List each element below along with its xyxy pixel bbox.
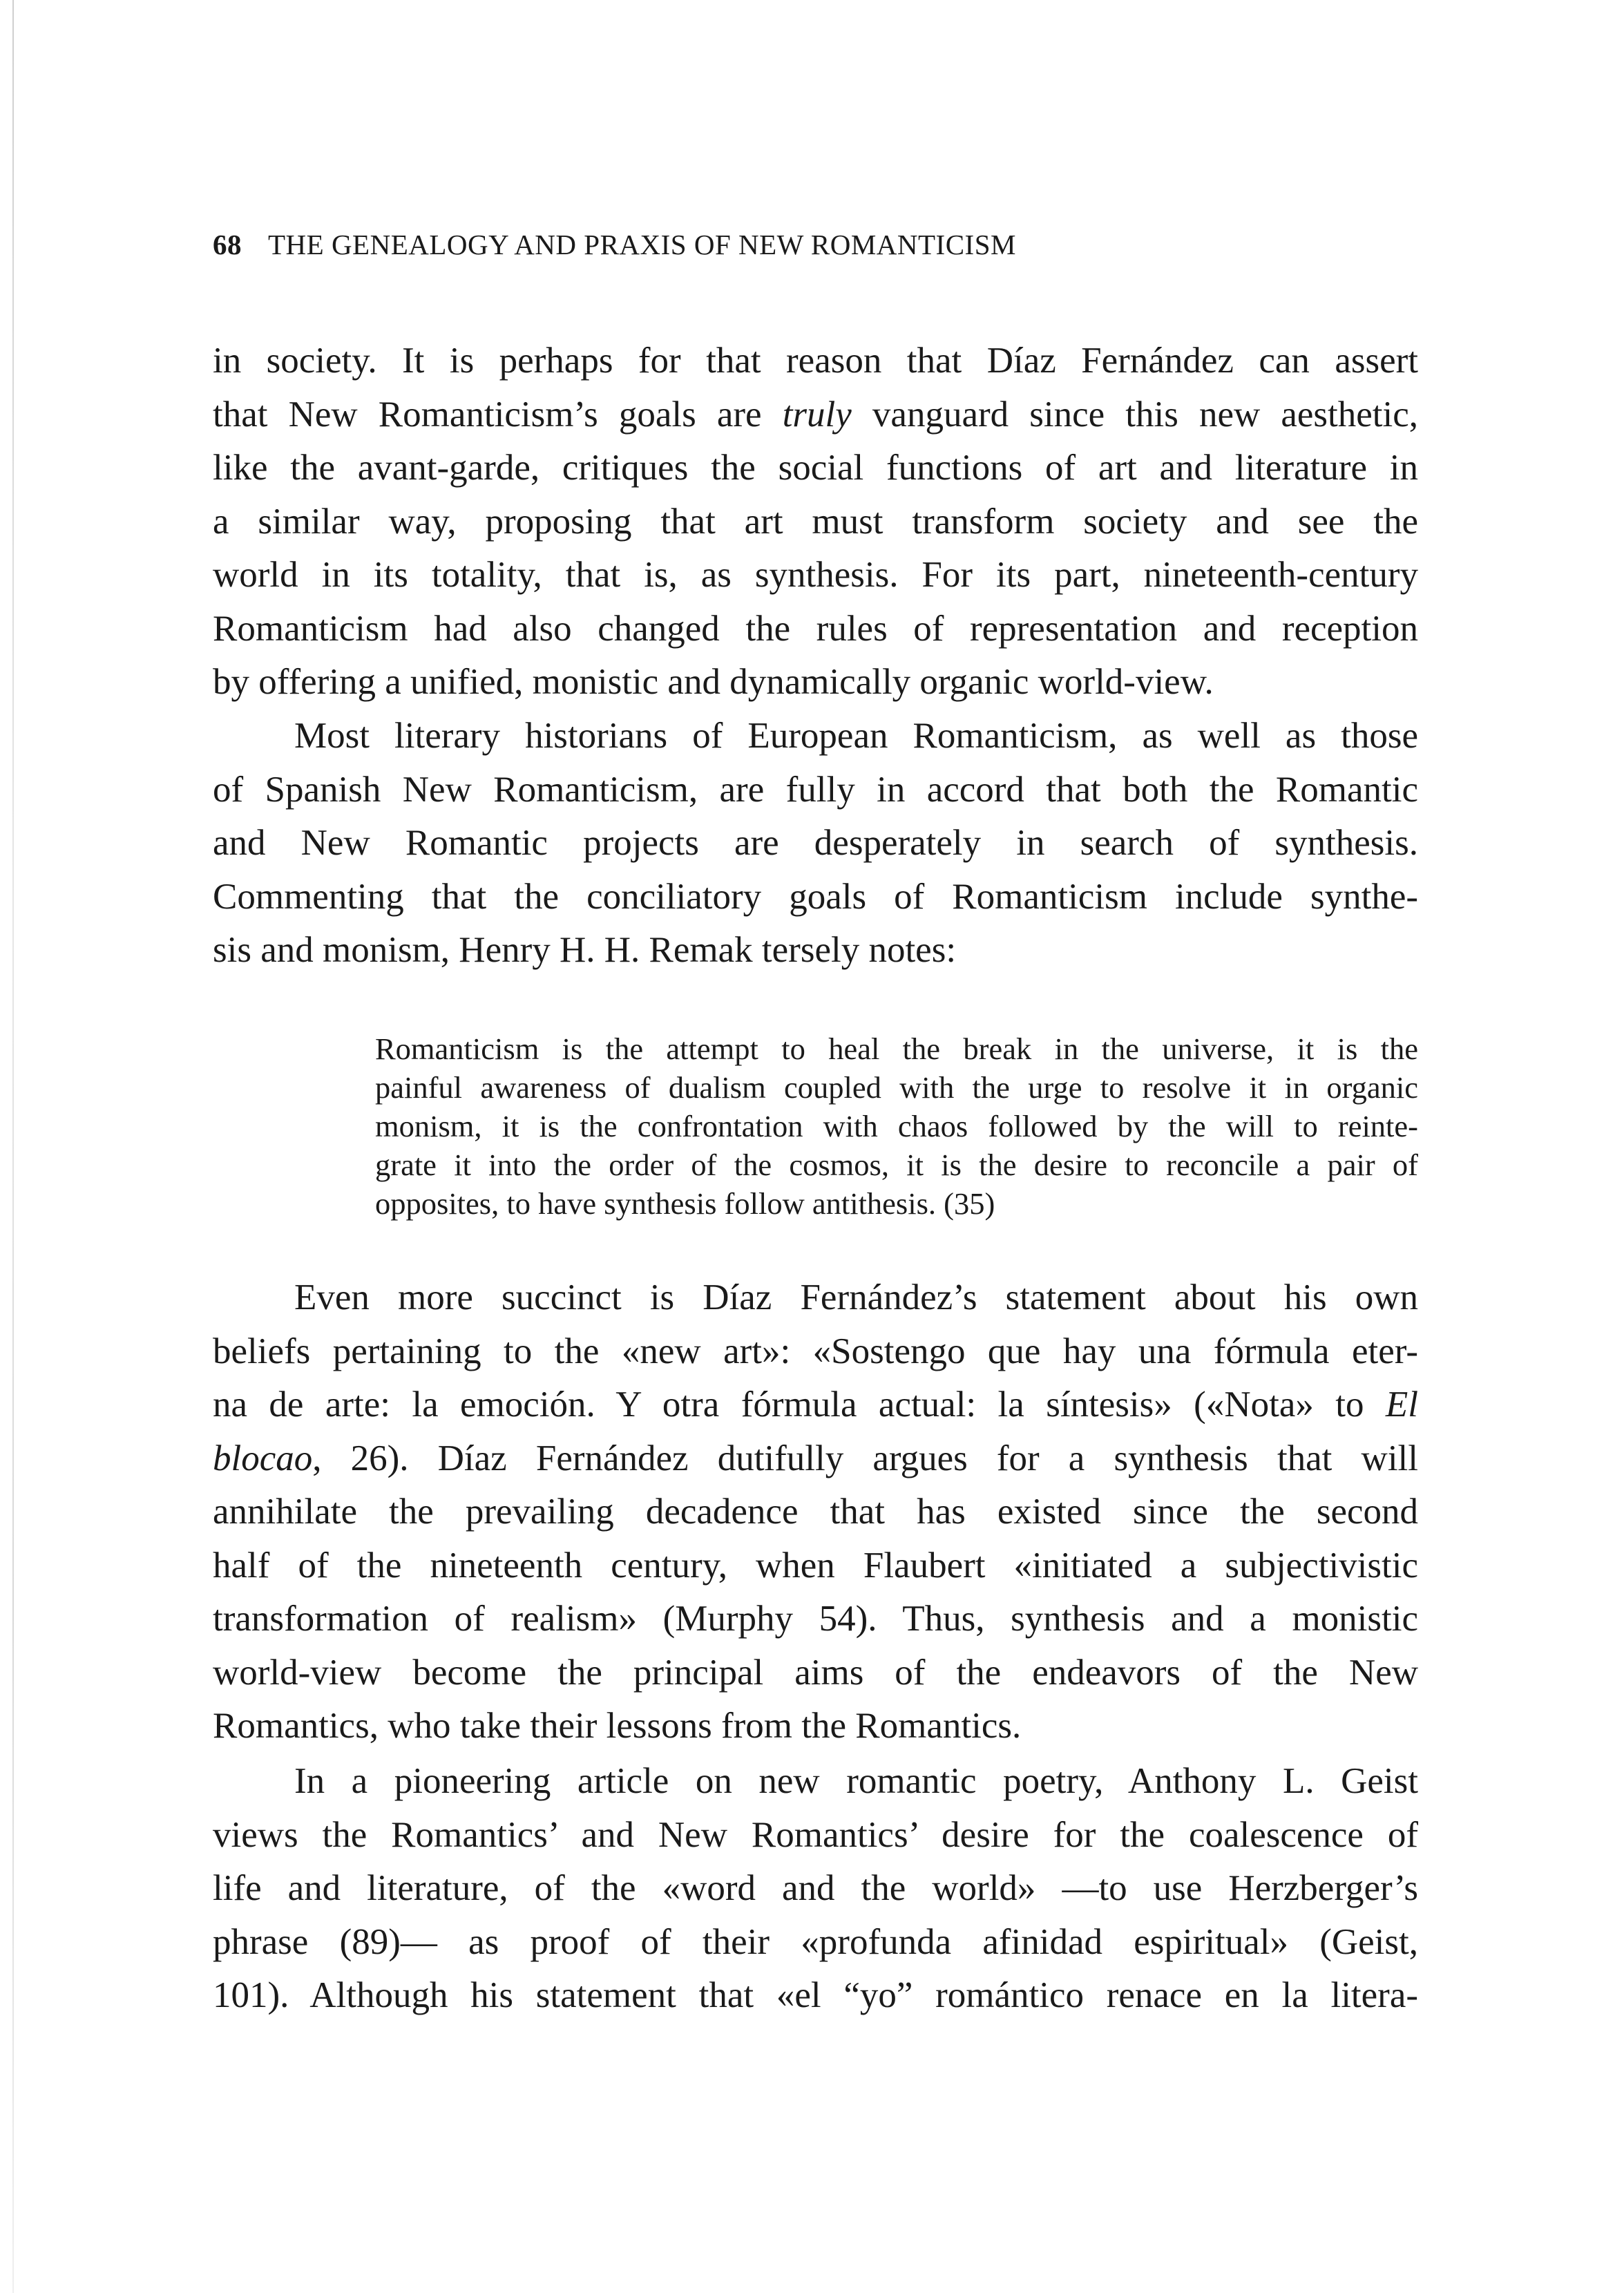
text-line: annihilate the prevailing decadence that has existed since the second <box>213 1492 1418 1532</box>
text-line <box>213 1432 1418 1486</box>
quote-line: grate it into the order of the cosmos, it is the desire to reconcile a pair of <box>375 1148 1418 1182</box>
text-line: phrase (89)— as proof of their «profunda afinidad espiritual» (Geist, <box>213 1921 1418 1962</box>
text-line: views the Romantics’ and New Romantics’ desire for the coalescence of <box>213 1814 1418 1855</box>
text-line: Commenting that the conciliatory goals of Romanticism include synthe- <box>213 876 1418 917</box>
scan-edge-shadow <box>12 0 14 2293</box>
text-line: 101). Although his statement that «el “yo” romántico renace en la litera- <box>213 1975 1418 2015</box>
emphasis-el: El <box>1385 1385 1418 1425</box>
running-title: THE GENEALOGY AND PRAXIS OF NEW ROMANTICISM <box>268 229 1016 260</box>
paragraph-1 <box>213 334 1418 710</box>
text-line: of Spanish New Romanticism, are fully in accord that both the Romantic <box>213 769 1418 810</box>
page-number: 68 <box>213 229 242 260</box>
text-line: life and literature, of the «word and the world» —to use Herzberger’s <box>213 1868 1418 1908</box>
text-span: that New Romanticism’s goals are <box>213 394 783 435</box>
text-line: Romanticism had also changed the rules of representation and reception <box>213 608 1418 649</box>
text-line: in society. It is perhaps for that reason that Díaz Fernández can assert <box>213 341 1418 381</box>
text-line: Romantics, who take their lessons from the Romantics. <box>213 1706 1022 1746</box>
paragraph-2 <box>213 710 1418 978</box>
paragraph-3 <box>213 1271 1418 1753</box>
text-line: transformation of realism» (Murphy 54). Thus, synthesis and a monistic <box>213 1599 1418 1639</box>
emphasis-blocao: blocao <box>213 1438 313 1478</box>
text-line: and New Romantic projects are desperately in search of synthesis. <box>213 823 1418 863</box>
text-line: Even more succinct is Díaz Fernández’s statement about his own <box>294 1277 1418 1317</box>
text-line: like the avant-garde, critiques the social functions of art and literature in <box>213 448 1418 488</box>
text-line: world-view become the principal aims of the endeavors of the New <box>213 1652 1418 1693</box>
emphasis-truly: truly <box>782 394 852 435</box>
quote-line: Romanticism is the attempt to heal the break in the universe, it is the <box>375 1031 1418 1066</box>
text-line: half of the nineteenth century, when Flaubert «initiated a subjectivistic <box>213 1545 1418 1586</box>
text-line: sis and monism, Henry H. H. Remak tersely notes: <box>213 930 957 970</box>
text-line: by offering a unified, monistic and dynamically organic world-view. <box>213 662 1214 702</box>
text-span: vanguard since this new aesthetic, <box>851 394 1418 435</box>
text-line: In a pioneering article on new romantic poetry, Anthony L. Geist <box>294 1761 1418 1801</box>
quote-line: opposites, to have synthesis follow antithesis. (35) <box>375 1186 995 1221</box>
text-line: Most literary historians of European Romanticism, as well as those <box>294 716 1418 756</box>
quote-line: painful awareness of dualism coupled with the urge to resolve it in organic <box>375 1070 1418 1105</box>
paragraph-4 <box>213 1755 1418 2023</box>
text-line: a similar way, proposing that art must transform society and see the <box>213 501 1418 542</box>
text-line: world in its totality, that is, as synthesis. For its part, nineteenth-century <box>213 555 1418 595</box>
text-line <box>213 388 1418 442</box>
block-quote <box>375 1029 1418 1223</box>
text-span: na de arte: la emoción. Y otra fórmula actual: la síntesis» («Nota» to <box>213 1385 1386 1425</box>
text-line: beliefs pertaining to the «new art»: «Sostengo que hay una fórmula eter- <box>213 1331 1418 1371</box>
quote-line: monism, it is the confrontation with chaos followed by the will to reinte- <box>375 1109 1418 1143</box>
text-line <box>213 1378 1418 1432</box>
text-span: , 26). Díaz Fernández dutifully argues for a synthesis that will <box>312 1438 1418 1478</box>
running-head <box>213 228 1016 261</box>
